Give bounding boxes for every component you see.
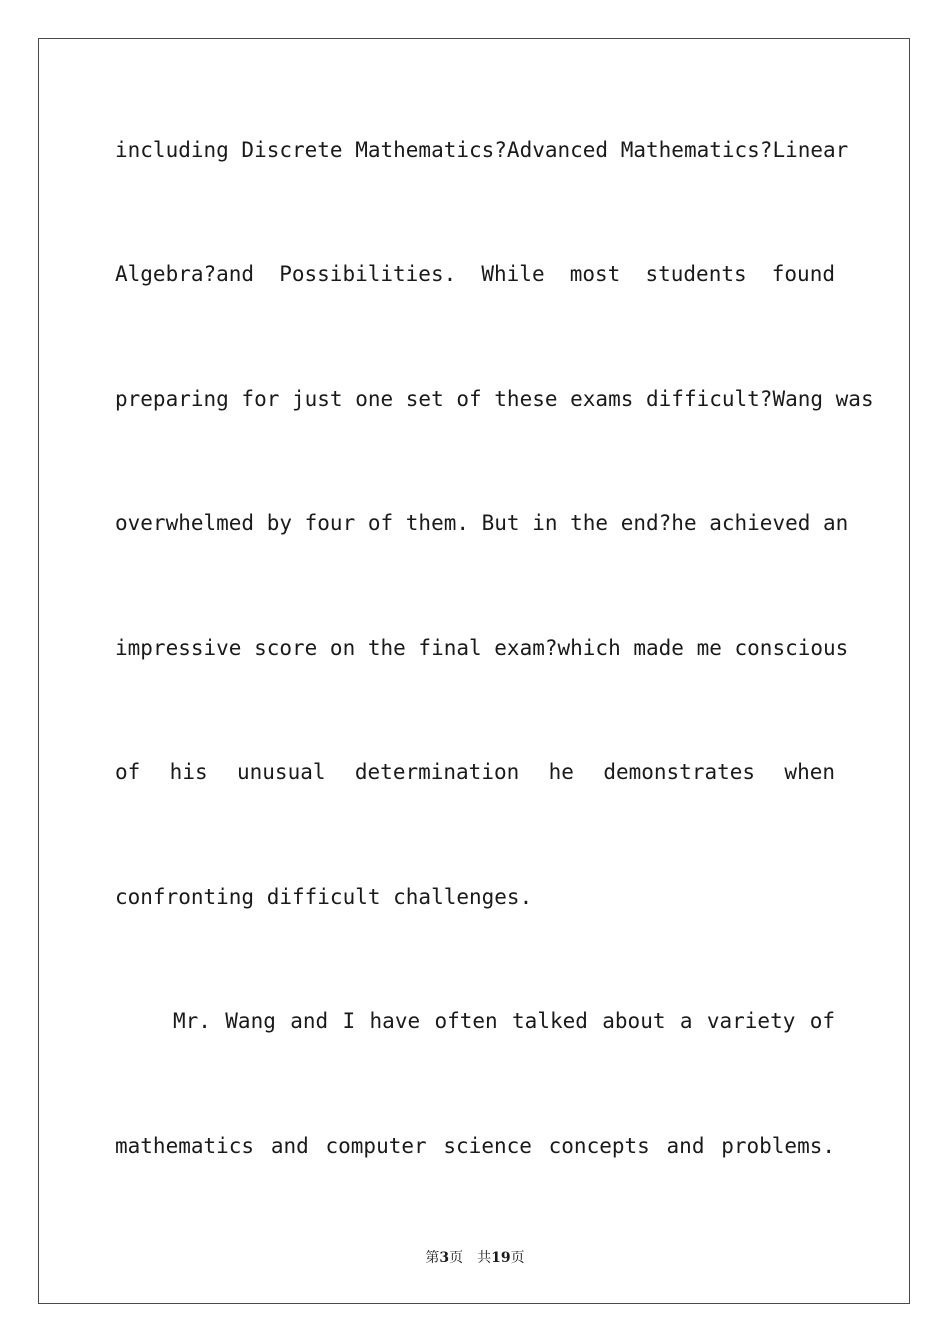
total-suffix: 页: [510, 1250, 525, 1266]
current-page-number: 3: [439, 1250, 450, 1266]
text-line-9: mathematics and computer science concepts and problems.: [115, 1134, 835, 1158]
total-prefix: 共: [477, 1250, 492, 1266]
text-line-1: including Discrete Mathematics?Advanced Mathematics?Linear: [115, 138, 849, 162]
page-footer: [0, 1247, 950, 1267]
text-line-5: impressive score on the final exam?which made me conscious: [115, 636, 849, 660]
page-border: [38, 38, 910, 1304]
page-suffix: 页: [449, 1250, 464, 1266]
page-prefix: 第: [425, 1250, 440, 1266]
text-line-6: of his unusual determination he demonstrates when: [115, 760, 835, 784]
text-line-2: Algebra?and Possibilities. While most students found: [115, 262, 835, 286]
text-line-3: preparing for just one set of these exams difficult?Wang was: [115, 387, 874, 411]
total-page-number: 19: [491, 1250, 511, 1266]
text-line-4: overwhelmed by four of them. But in the end?he achieved an: [115, 511, 849, 535]
text-line-7: confronting difficult challenges.: [115, 885, 533, 909]
text-line-8: Mr. Wang and I have often talked about a variety of: [173, 1009, 835, 1033]
